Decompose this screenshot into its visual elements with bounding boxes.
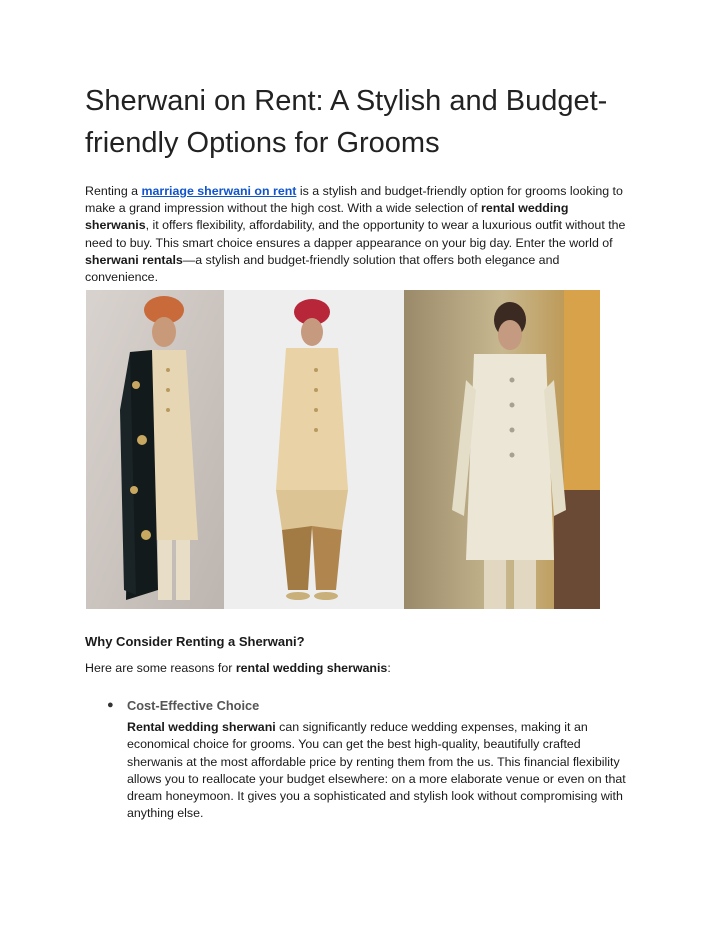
lead-bold: rental wedding sherwanis: [235, 661, 388, 675]
bullet-title: Cost-Effective Choice: [127, 698, 260, 713]
intro-bold-1: rental wedding sherwanis: [85, 201, 569, 233]
sherwani-photo-strip: [86, 290, 600, 609]
sherwani-photo-3: [404, 290, 600, 609]
intro-text-3: , it offers flexibility, affordability, and the opportunity to wear a luxurious outfit without the need to buy. This smart choice ensures a dapper appearance on your big day. Enter the world of: [85, 218, 626, 250]
section-heading: Why Consider Renting a Sherwani?: [85, 634, 305, 649]
intro-text-2: is a stylish and budget-friendly option for grooms looking to make a grand impression without the high cost. With a wide selection of: [85, 184, 623, 216]
intro-text-4: —a stylish and budget-friendly solution that offers both elegance and convenience.: [85, 252, 560, 285]
bullet-body-text: can significantly reduce wedding expenses, making it an economical choice for grooms. You can get the best high-quality, beautifully crafted sherwanis at the most affordable price by renting them from the us. This financial flexibility allows you to reallocate your budget elsewhere: on a more elaborate venue or even on that dream honeymoon. It gives you a sophisticated and stylish look without compromising with anything else.: [127, 720, 626, 821]
marriage-sherwani-link[interactable]: marriage sherwani on rent: [141, 184, 297, 198]
intro-text-1: Renting a: [85, 184, 142, 198]
sherwani-photo-1: [86, 290, 224, 609]
bullet-dot-icon: ●: [107, 699, 114, 711]
page-title: Sherwani on Rent: A Stylish and Budget-friendly Options for Grooms: [85, 85, 608, 159]
lead-text: Here are some reasons for: [85, 661, 236, 675]
bullet-body-bold: Rental wedding sherwani: [127, 720, 276, 734]
lead-colon: :: [387, 661, 391, 675]
bullet-body: [127, 719, 632, 823]
section-lead: [85, 661, 391, 675]
intro-bold-2: sherwani rentals: [85, 252, 183, 267]
intro-paragraph: [85, 183, 635, 286]
sherwani-photo-2: [224, 290, 404, 609]
